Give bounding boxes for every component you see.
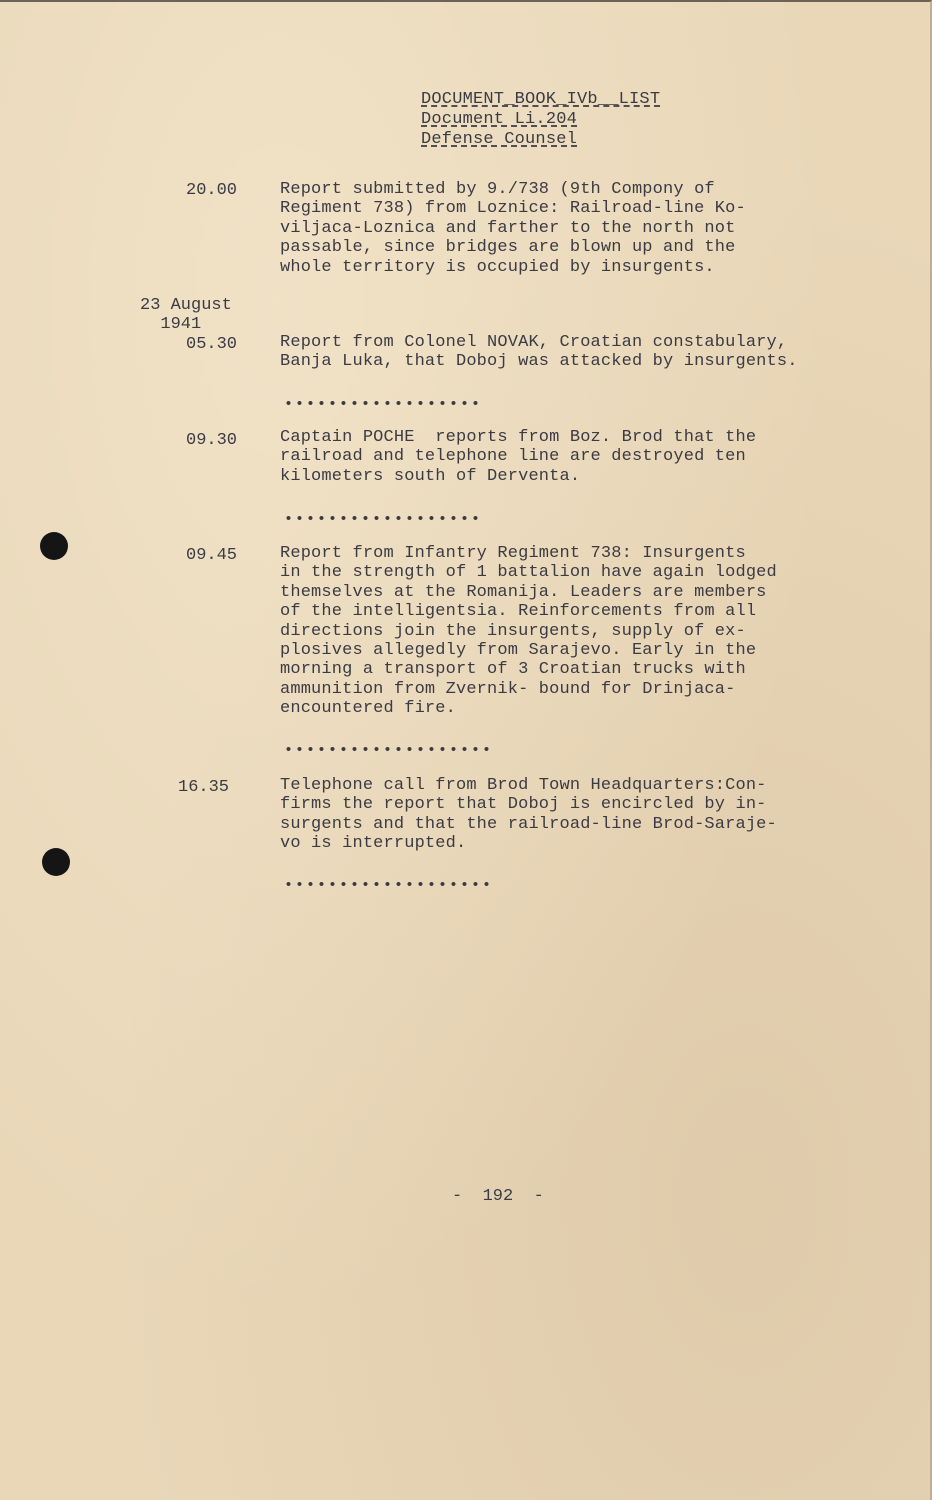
separator-dots-4: •••••••••••••••••••	[284, 877, 494, 894]
date-heading: 23 August 1941	[140, 296, 232, 334]
punch-hole-bottom	[42, 848, 70, 876]
separator-dots-1: ••••••••••••••••••	[284, 396, 483, 413]
entry-time-5: 16.35	[178, 778, 230, 797]
separator-dots-3: •••••••••••••••••••	[284, 742, 494, 759]
punch-hole-top	[40, 532, 68, 560]
document-header	[421, 90, 660, 150]
entry-time-2: 05.30	[186, 335, 238, 354]
separator-dots-2: ••••••••••••••••••	[284, 511, 483, 528]
entry-text-1: Report submitted by 9./738 (9th Compony of Regiment 738) from Loznice: Railroad-line Ko- viljaca-Loznica and farther to the north not passable, since bridges are blown up and the whole territory is occupied by insurgents.	[280, 180, 746, 277]
page-number: - 192 -	[452, 1187, 544, 1206]
header-defense-counsel: Defense Counsel	[421, 130, 578, 149]
entry-time-1: 20.00	[186, 181, 238, 200]
entry-text-5: Telephone call from Brod Town Headquarters:Con- firms the report that Doboj is encircled by in- surgents and that the railroad-line Brod-Saraje- vo is interrupted.	[280, 776, 777, 854]
header-document-number: Document Li.204	[421, 110, 578, 129]
header-book-list: DOCUMENT_BOOK_IVb__LIST	[421, 90, 661, 109]
entry-time-4: 09.45	[186, 546, 238, 565]
entry-time-3: 09.30	[186, 431, 238, 450]
entry-text-4: Report from Infantry Regiment 738: Insurgents in the strength of 1 battalion have again lodged themselves at the Romanija. Leaders are members of the intelligentsia. Reinforcements from all directions join the insurgents, supply of ex- plosives allegedly from Sarajevo. Early in the morning a transport of 3 Croatian trucks with ammunition from Zvernik- bound for Drinjaca- encountered fire.	[280, 544, 777, 719]
entry-text-3: Captain POCHE reports from Boz. Brod that the railroad and telephone line are destroyed ten kilometers south of Derventa.	[280, 428, 757, 486]
entry-text-2: Report from Colonel NOVAK, Croatian constabulary, Banja Luka, that Doboj was attacked by insurgents.	[280, 333, 798, 372]
